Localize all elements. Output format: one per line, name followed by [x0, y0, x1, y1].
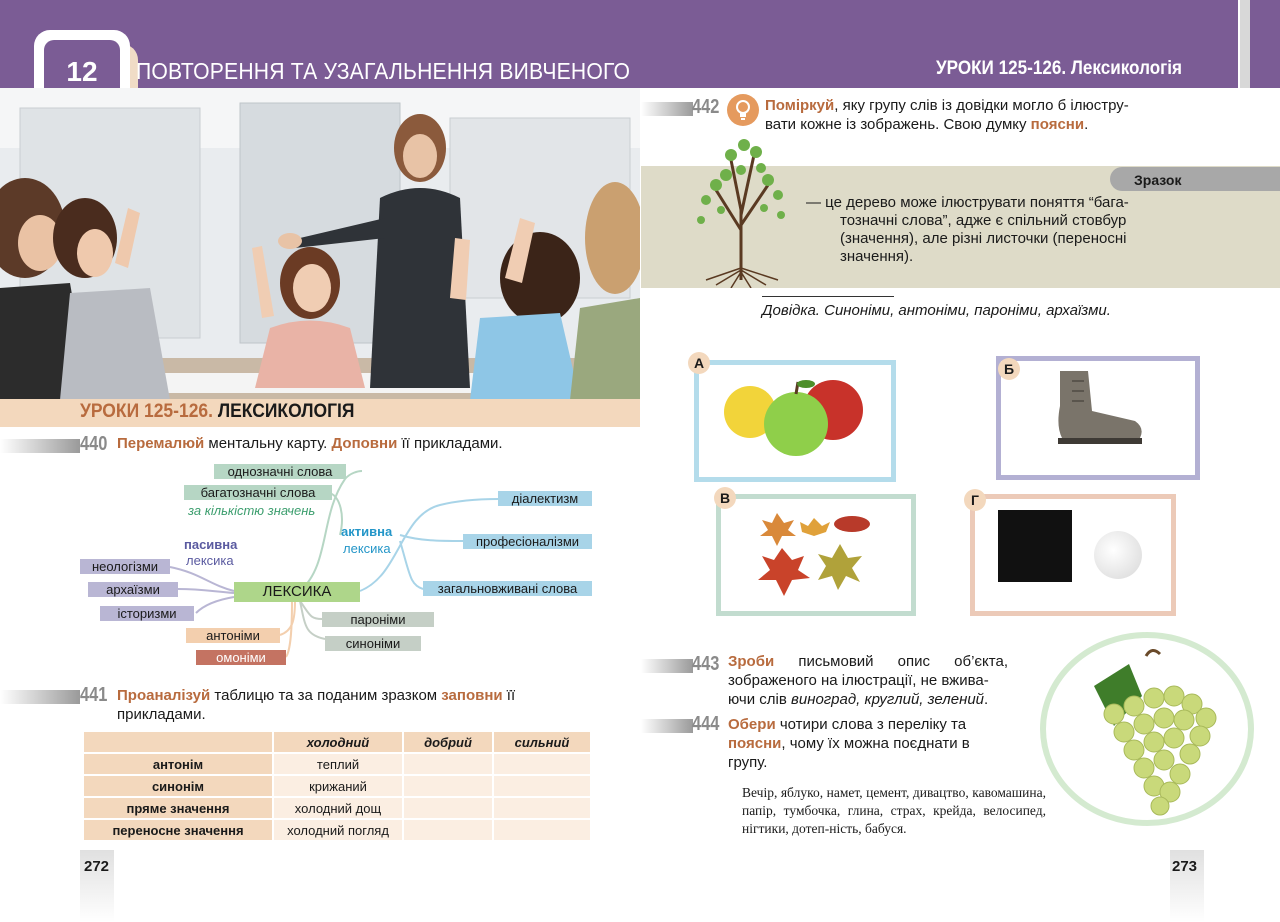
table-empty-cell [404, 798, 492, 818]
exercise-441-number: 441 [80, 684, 108, 706]
apples-icon [718, 372, 868, 462]
mindmap-antonyms: антоніми [186, 628, 280, 643]
image-label-b: Б [998, 358, 1020, 380]
table-empty-cell [404, 820, 492, 840]
ex442-text2: вати кожне із зображень. Свою думку [765, 116, 1031, 133]
table-empty-cell [494, 754, 590, 774]
mindmap-passive-title: пасивна [184, 537, 238, 552]
exercise-443-text [728, 652, 1008, 709]
exercise-442-number: 442 [692, 96, 720, 118]
lesson-header: УРОКИ 125-126. Лексикологія [936, 58, 1183, 79]
chapter-title: ПОВТОРЕННЯ ТА УЗАГАЛЬНЕННЯ ВИВЧЕНОГО [136, 58, 631, 84]
ex441-text3: прикладами. [117, 706, 206, 723]
ex444-verb1: Обери [728, 716, 776, 733]
ex444-line2 [728, 734, 1008, 753]
table-empty-cell [404, 754, 492, 774]
table-empty-cell [494, 776, 590, 796]
ex442-verb2: поясни [1030, 116, 1085, 133]
black-square-icon [998, 510, 1072, 582]
sample-line: тозначні слова”, адже є спільний стовбур [840, 212, 1127, 229]
mindmap-passive-subtitle: лексика [186, 553, 234, 568]
lesson-bar-prefix: УРОКИ 125-126. [80, 401, 213, 422]
ex443-line1-text: письмовий опис об’єкта, [774, 653, 1008, 670]
mindmap-single-meaning: однозначні слова [214, 464, 346, 479]
ex444-line1-text: чотири слова з переліку та [775, 716, 967, 733]
mindmap-common-words: загальновживані слова [423, 581, 592, 596]
mindmap-multi-meaning: багатозначні слова [184, 485, 332, 500]
table-cell: теплий [274, 754, 402, 774]
ex441-verb1: Проаналізуй [117, 687, 211, 704]
exercise-tab [0, 439, 80, 453]
chapter-number: 12 [44, 40, 120, 104]
lightbulb-icon [727, 94, 759, 126]
table-col-header: сильний [494, 732, 590, 752]
mindmap-neologisms: неологізми [80, 559, 170, 574]
table-cell: холодний погляд [274, 820, 402, 840]
exercise-441-text [117, 686, 587, 724]
sample-line: — це дерево може ілюструвати поняття “бага- [806, 194, 1129, 211]
exercise-tab [0, 690, 80, 704]
ex444-verb2: поясни [728, 735, 782, 752]
sample-label: Зразок [1134, 172, 1182, 188]
mindmap-active-subtitle: лексика [343, 541, 391, 556]
table-empty-cell [494, 820, 590, 840]
table-cell: холодний дощ [274, 798, 402, 818]
ex441-text2: її [502, 687, 516, 704]
page-number-left: 272 [84, 858, 110, 875]
sample-line: (значення), але різні листочки (переносні [840, 230, 1127, 247]
exercise-tab [641, 102, 693, 116]
old-shoe-icon [1050, 366, 1150, 450]
ex443-line1 [728, 652, 1008, 671]
table-cell: крижаний [274, 776, 402, 796]
tree-icon [686, 130, 796, 288]
lesson-bar-topic: ЛЕКСИКОЛОГІЯ [217, 401, 355, 422]
ex443-line3-post: . [984, 691, 989, 708]
table-row-label: антонім [84, 754, 272, 774]
mindmap-archaisms: архаїзми [88, 582, 178, 597]
exercise-440-text [117, 434, 503, 453]
mindmap-historisms: історизми [100, 606, 194, 621]
exercise-444-text [728, 715, 1008, 772]
header-strip [1240, 0, 1250, 88]
autumn-leaves-icon [752, 508, 882, 598]
grapes-icon [1034, 626, 1260, 832]
ex440-text1: ментальну карту. [204, 435, 332, 452]
table-col-header: добрий [404, 732, 492, 752]
table-empty-cell [404, 776, 492, 796]
ex443-line3 [728, 690, 1008, 709]
ex442-verb1: Поміркуй [765, 97, 835, 114]
mindmap-professionalisms: професіоналізми [463, 534, 592, 549]
reference-text: Довідка. Синоніми, антоніми, пароніми, архаїзми. [762, 302, 1111, 319]
ex444-word-list: Вечір, яблуко, намет, цемент, дивацтво, кавомашина, папір, тумбочка, глина, страх, крейда, велосипед, нігтики, дотеп-ність, бабуся. [742, 785, 1046, 836]
white-ball-icon [1094, 531, 1142, 579]
ex443-verb: Зроби [728, 653, 775, 670]
ex444-line1 [728, 715, 1008, 734]
table-row-label: синонім [84, 776, 272, 796]
mindmap-active-title: активна [341, 524, 393, 539]
ex442-text3: . [1084, 116, 1089, 133]
mindmap-homonyms: омоніми [196, 650, 286, 665]
image-label-g: Г [964, 489, 986, 511]
header-strip [1250, 0, 1280, 88]
page-number-right: 273 [1172, 858, 1198, 875]
ex444-line2-text: , чому їх можна поєднати в [781, 735, 970, 752]
ex440-verb2: Доповни [331, 435, 398, 452]
ex441-table [82, 730, 592, 842]
image-label-v: В [714, 487, 736, 509]
mindmap-synonyms: синоніми [325, 636, 421, 651]
table-corner-cell [84, 732, 272, 752]
classroom-photo [0, 88, 640, 400]
sample-text [806, 194, 1166, 266]
exercise-440-number: 440 [80, 433, 108, 455]
mindmap-center: ЛЕКСИКА [234, 582, 360, 602]
ex441-text1: таблицю та за поданим зразком [210, 687, 442, 704]
table-row-label: переносне значення [84, 820, 272, 840]
exercise-tab [641, 719, 693, 733]
ex440-text2: її прикладами. [397, 435, 503, 452]
mindmap-by-meanings: за кількістю значень [188, 503, 316, 518]
reference-divider [762, 296, 894, 297]
ex443-line3-words: виноград, круглий, зелений [791, 691, 985, 708]
sample-line: значення). [840, 248, 914, 265]
classroom-illustration [0, 88, 640, 400]
table-col-header: холодний [274, 732, 402, 752]
ex440-verb1: Перемалюй [117, 435, 205, 452]
exercise-442-text [765, 96, 1175, 134]
ex443-line3-pre: ючи слів [728, 691, 792, 708]
exercise-tab [641, 659, 693, 673]
ex444-line3: групу. [728, 754, 768, 771]
lesson-bar-title [80, 401, 354, 423]
table-row-label: пряме значення [84, 798, 272, 818]
exercise-444-number: 444 [692, 713, 720, 735]
ex442-text1: , яку групу слів із довідки могло б ілюстру- [834, 97, 1129, 114]
table-empty-cell [494, 798, 590, 818]
ex441-verb2: заповни [441, 687, 503, 704]
ex443-line2: зображеного на ілюстрації, не вжива- [728, 672, 989, 689]
exercise-443-number: 443 [692, 653, 720, 675]
mindmap-dialectisms: діалектизм [498, 491, 592, 506]
image-label-a: А [688, 352, 710, 374]
mindmap-paronyms: пароніми [322, 612, 434, 627]
